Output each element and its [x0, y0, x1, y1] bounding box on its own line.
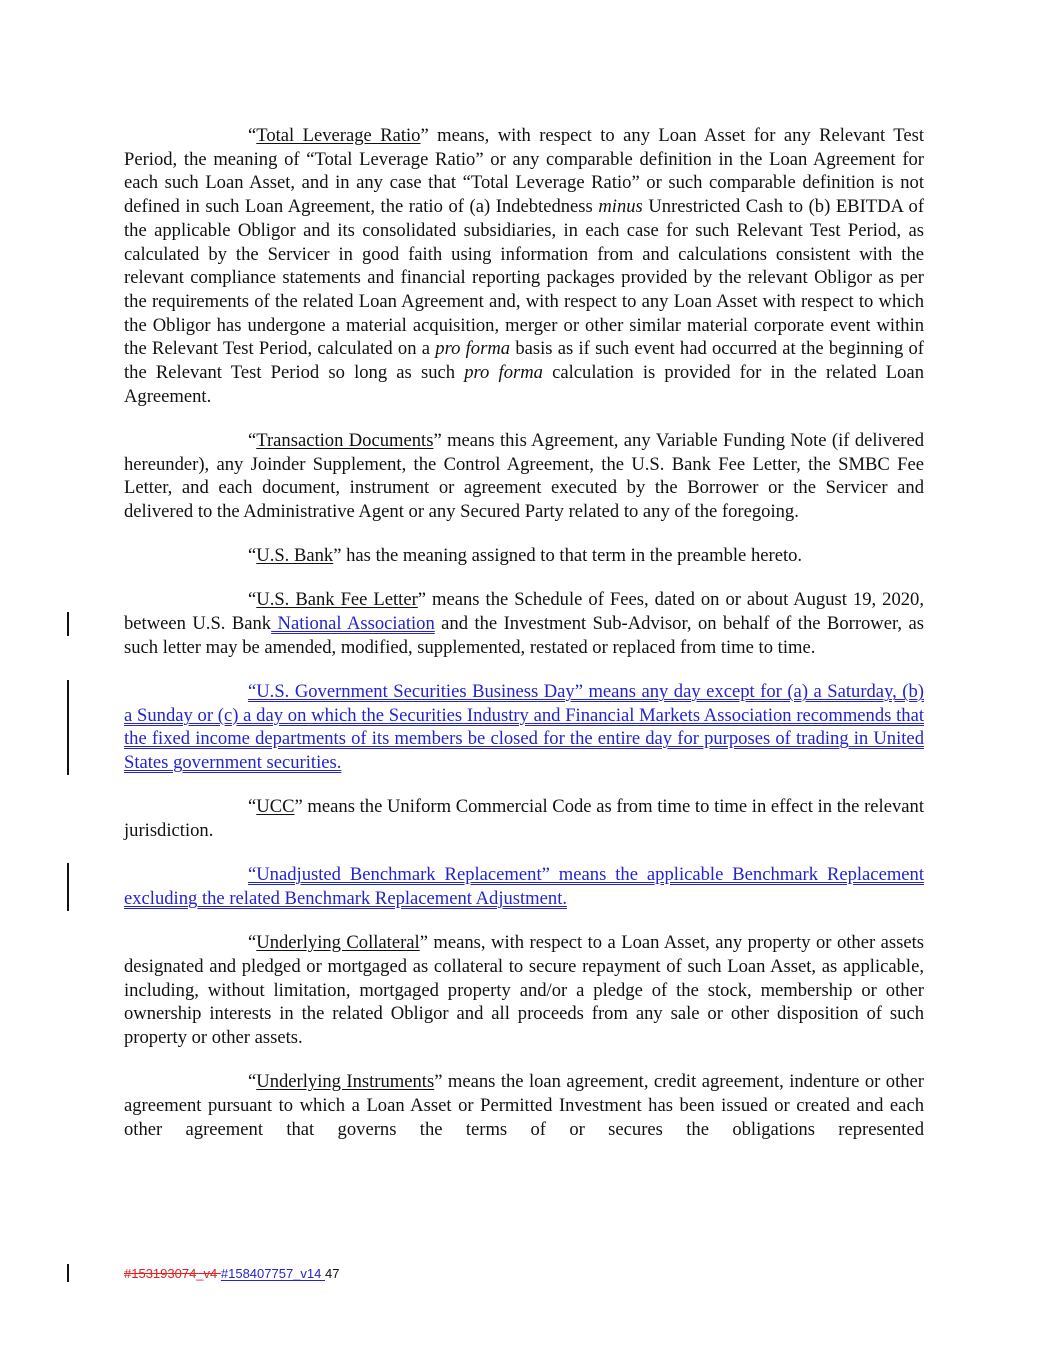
open-quote: “	[248, 589, 257, 611]
inserted-text: “Unadjusted Benchmark Replacement” means the applicable Benchmark Replacement excluding the related Benchmark Replacement Adjustment.	[124, 864, 924, 909]
definition-total-leverage-ratio	[124, 124, 924, 408]
defined-term: UCC	[256, 796, 295, 818]
defined-term: Transaction Documents	[256, 429, 434, 451]
inserted-text: National Association	[271, 613, 435, 635]
italic-text: pro forma	[464, 362, 543, 384]
italic-text: pro forma	[435, 338, 511, 360]
change-bar	[67, 1264, 69, 1282]
definition-ucc	[124, 795, 924, 842]
definition-text: Unrestricted Cash to (b) EBITDA of the applicable Obligor and its consolidated subsidiaries, in each case for such Relevant Test Period, as calculated by the Servicer in good faith using information from and calculations consistent with the relevant compliance statements and financial reporting packages provided by the relevant Obligor as per the requirements of the related Loan Agreement and, with respect to any Loan Asset with respect to which the Obligor has undergone a material acquisition, merger or other similar material corporate event within the Relevant Test Period, calculated on a	[124, 196, 925, 360]
inserted-doc-id: #158407757_v14	[220, 1266, 325, 1281]
definition-text: ” means, with respect to a Loan Asset, any property or other assets designated and pledged or mortgaged as collateral to secure repayment of such Loan Asset, as applicable, including, without limitation, mortgaged property and/or a pledge of the stock, membership or other ownership interests in the related Obligor and all proceeds from any sale or other disposition of such property or other assets.	[124, 932, 924, 1048]
defined-term: Underlying Collateral	[256, 932, 420, 954]
definition-text: and the Investment Sub-Advisor, on behalf of the Borrower, as such letter may be amended, modified, supplemented, restated or replaced from time to time.	[124, 613, 924, 658]
open-quote: “	[248, 796, 257, 818]
definition-text: calculation is provided for in the related Loan Agreement.	[124, 362, 924, 407]
italic-text: minus	[598, 196, 643, 218]
definition-text: ” means the loan agreement, credit agreement, indenture or other agreement pursuant to which a Loan Asset or Permitted Investment has been issued or created and each other agreement that governs the terms of or secures the obligations represented	[124, 1071, 924, 1140]
definition-underlying-instruments	[124, 1070, 924, 1141]
defined-term: Total Leverage Ratio	[256, 125, 421, 146]
document-page	[124, 124, 924, 1141]
deleted-doc-id: #153193074_v4	[124, 1266, 221, 1281]
definition-us-government-securities-business-day	[124, 680, 924, 775]
page-footer	[124, 1266, 339, 1282]
definition-text: ” means the Schedule of Fees, dated on or about August 19, 2020, between U.S. Bank	[124, 589, 924, 635]
open-quote: “	[248, 429, 257, 451]
definition-underlying-collateral	[124, 931, 924, 1050]
defined-term: U.S. Bank	[256, 545, 334, 567]
open-quote: “	[248, 932, 257, 954]
change-bar	[67, 612, 69, 636]
definition-us-bank	[124, 544, 924, 568]
definition-text: ” has the meaning assigned to that term in the preamble hereto.	[333, 545, 803, 567]
change-bar	[67, 680, 69, 775]
definition-text: ” means the Uniform Commercial Code as from time to time in effect in the relevant jurisdiction.	[124, 796, 924, 842]
definition-text: ” means this Agreement, any Variable Funding Note (if delivered hereunder), any Joinder Supplement, the Control Agreement, the U.S. Bank Fee Letter, the SMBC Fee Letter, and each document, instrument or agreement executed by the Borrower or the Servicer and delivered to the Administrative Agent or any Secured Party related to any of the foregoing.	[124, 429, 924, 523]
definition-us-bank-fee-letter	[124, 588, 924, 659]
inserted-text: “U.S. Government Securities Business Day” means any day except for (a) a Saturday, (b) a Sunday or (c) a day on which the Securities Industry and Financial Markets Association recommends that the fixed income departments of its members be closed for the entire day for purposes of trading in United States government securities.	[124, 681, 924, 774]
open-quote: “	[248, 545, 257, 567]
page-number: 47	[324, 1266, 340, 1281]
open-quote: “	[248, 125, 257, 146]
defined-term: Underlying Instruments	[256, 1071, 435, 1093]
definition-unadjusted-benchmark-replacement	[124, 863, 924, 910]
change-bar	[67, 863, 69, 911]
definition-text: ” means, with respect to any Loan Asset for any Relevant Test Period, the meaning of “Total Leverage Ratio” or any comparable definition in the Loan Agreement for each such Loan Asset, and in any case that “Total Leverage Ratio” or such comparable definition is not defined in such Loan Agreement, the ratio of (a) Indebtedness	[124, 125, 924, 218]
defined-term: U.S. Bank Fee Letter	[256, 589, 418, 611]
open-quote: “	[248, 1071, 257, 1093]
definition-transaction-documents	[124, 429, 924, 524]
definition-text: basis as if such event had occurred at the beginning of the Relevant Test Period so long as such	[124, 338, 924, 384]
